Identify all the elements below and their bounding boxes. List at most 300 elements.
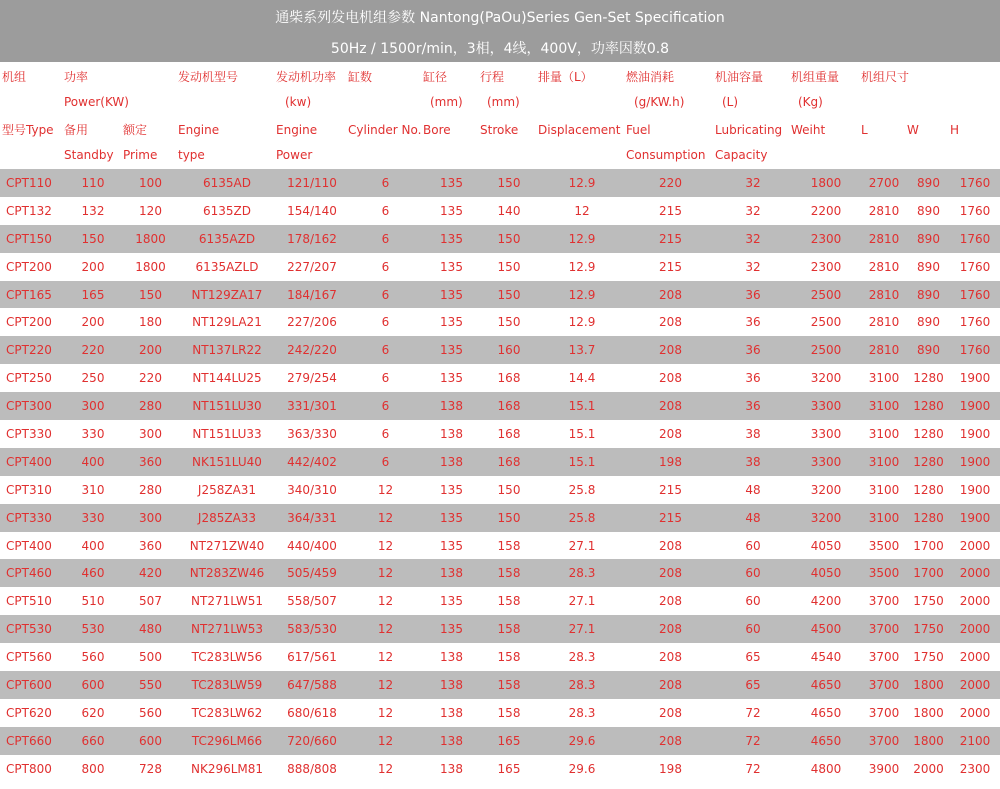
cell-oil: 36 xyxy=(715,281,791,309)
cell-stroke: 168 xyxy=(497,426,521,441)
cell-width: 1800 xyxy=(907,671,950,699)
cell-weight: 2500 xyxy=(791,281,861,309)
cell-stroke: 158 xyxy=(497,650,521,665)
cell-weight: 3200 xyxy=(791,504,861,532)
cell-stroke: 165 xyxy=(497,761,521,776)
cell-oil: 38 xyxy=(745,426,761,441)
cell-length: 2810 xyxy=(868,259,900,274)
cell-prime: 550 xyxy=(123,671,178,699)
table-row xyxy=(0,364,1000,392)
header-displacement-en: Displacement xyxy=(538,123,621,137)
cell-standby: 200 xyxy=(81,259,105,274)
cell-oil: 36 xyxy=(715,392,791,420)
cell-stroke: 168 xyxy=(480,392,538,420)
cell-oil: 60 xyxy=(745,538,761,553)
cell-model: CPT330 xyxy=(0,504,63,532)
cell-standby: 300 xyxy=(63,392,123,420)
cell-engine-power: 363/330 xyxy=(287,426,337,441)
cell-weight: 2300 xyxy=(810,259,842,274)
cell-bore: 135 xyxy=(423,504,480,532)
cell-standby: 150 xyxy=(63,225,123,253)
table-row xyxy=(0,587,1000,615)
cell-weight: 2500 xyxy=(791,336,861,364)
cell-displacement: 29.6 xyxy=(568,761,596,776)
cell-model: CPT400 xyxy=(6,538,52,553)
cell-model: CPT530 xyxy=(0,615,63,643)
cell-fuel: 208 xyxy=(659,426,682,441)
table-row xyxy=(0,476,1000,504)
header-engine-power-unit: (kw) xyxy=(285,95,312,109)
cell-bore: 135 xyxy=(440,315,463,330)
cell-displacement: 25.8 xyxy=(568,482,596,497)
cell-length: 3100 xyxy=(868,482,900,497)
spec-table xyxy=(0,169,1000,783)
cell-length: 3100 xyxy=(868,371,900,386)
table-row xyxy=(0,308,1000,336)
cell-height: 2000 xyxy=(959,705,991,720)
cell-bore: 138 xyxy=(423,392,480,420)
cell-width: 890 xyxy=(907,281,950,309)
cell-standby: 132 xyxy=(81,203,105,218)
cell-cylinders: 12 xyxy=(377,705,394,720)
cell-fuel: 208 xyxy=(659,705,682,720)
cell-width: 890 xyxy=(917,315,940,330)
cell-oil: 36 xyxy=(715,336,791,364)
cell-engine-power: 647/588 xyxy=(276,671,348,699)
cell-model: CPT510 xyxy=(6,594,52,609)
cell-height: 2000 xyxy=(950,559,1000,587)
cell-prime: 480 xyxy=(123,615,178,643)
cell-standby: 250 xyxy=(81,371,105,386)
cell-standby: 110 xyxy=(63,169,123,197)
cell-stroke: 168 xyxy=(497,371,521,386)
cell-cylinders: 12 xyxy=(377,594,394,609)
cell-height: 1900 xyxy=(950,448,1000,476)
header-displacement-cn: 排量（L） xyxy=(538,70,593,84)
cell-prime: 360 xyxy=(139,538,162,553)
cell-cylinders: 12 xyxy=(348,504,423,532)
header-weight-cn: 机组重量 xyxy=(791,70,840,84)
cell-fuel: 215 xyxy=(626,504,715,532)
cell-bore: 135 xyxy=(423,169,480,197)
cell-width: 1750 xyxy=(913,650,944,665)
cell-length: 3100 xyxy=(861,504,907,532)
cell-length: 3700 xyxy=(868,594,900,609)
cell-fuel: 215 xyxy=(659,203,682,218)
cell-standby: 200 xyxy=(81,315,105,330)
cell-fuel: 198 xyxy=(626,448,715,476)
cell-fuel: 208 xyxy=(626,336,715,364)
cell-cylinders: 6 xyxy=(348,448,423,476)
title-bar xyxy=(0,0,1000,62)
cell-width: 1750 xyxy=(907,615,950,643)
cell-cylinders: 12 xyxy=(377,482,394,497)
cell-length: 2810 xyxy=(861,336,907,364)
cell-length: 3700 xyxy=(868,650,900,665)
cell-standby: 400 xyxy=(81,538,105,553)
cell-width: 890 xyxy=(907,336,950,364)
cell-weight: 4200 xyxy=(810,594,842,609)
cell-length: 3900 xyxy=(868,761,900,776)
cell-engine-type: 6135AD xyxy=(178,169,276,197)
cell-bore: 138 xyxy=(423,559,480,587)
cell-length: 2810 xyxy=(861,225,907,253)
cell-length: 3700 xyxy=(868,705,900,720)
cell-weight: 3300 xyxy=(810,426,842,441)
cell-bore: 135 xyxy=(440,203,463,218)
cell-model: CPT300 xyxy=(0,392,63,420)
cell-width: 890 xyxy=(917,259,940,274)
cell-model: CPT310 xyxy=(6,482,52,497)
table-row xyxy=(0,197,1000,225)
cell-prime: 200 xyxy=(123,336,178,364)
cell-engine-type: NT151LU33 xyxy=(192,426,262,441)
cell-standby: 220 xyxy=(63,336,123,364)
cell-displacement: 12 xyxy=(574,203,590,218)
cell-length: 3700 xyxy=(861,671,907,699)
cell-engine-power: 888/808 xyxy=(287,761,337,776)
cell-cylinders: 12 xyxy=(348,615,423,643)
cell-oil: 36 xyxy=(745,371,761,386)
cell-bore: 138 xyxy=(423,448,480,476)
cell-prime: 500 xyxy=(139,650,162,665)
cell-fuel: 220 xyxy=(626,169,715,197)
cell-fuel: 215 xyxy=(659,259,682,274)
header-power-cn: 功率 xyxy=(64,70,89,84)
cell-height: 1900 xyxy=(950,504,1000,532)
cell-model: CPT200 xyxy=(6,259,52,274)
cell-standby: 600 xyxy=(63,671,123,699)
header-oil-cn: 机油容量 xyxy=(715,70,764,84)
cell-displacement: 12.9 xyxy=(538,169,626,197)
cell-stroke: 158 xyxy=(497,594,521,609)
cell-displacement: 28.3 xyxy=(538,671,626,699)
cell-standby: 165 xyxy=(63,281,123,309)
cell-prime: 728 xyxy=(139,761,162,776)
cell-displacement: 27.1 xyxy=(538,615,626,643)
cell-stroke: 150 xyxy=(497,315,521,330)
table-row xyxy=(0,392,1000,420)
cell-fuel: 208 xyxy=(626,281,715,309)
cell-fuel: 215 xyxy=(659,482,682,497)
header-fuel-cn: 燃油消耗 xyxy=(626,70,675,84)
cell-height: 1760 xyxy=(959,259,991,274)
cell-height: 2000 xyxy=(959,650,991,665)
header-stroke-cn: 行程 xyxy=(480,70,505,84)
cell-displacement: 15.1 xyxy=(568,426,596,441)
table-row xyxy=(0,615,1000,643)
cell-model: CPT250 xyxy=(6,371,52,386)
cell-weight: 4050 xyxy=(810,538,842,553)
cell-cylinders: 6 xyxy=(381,203,390,218)
table-row xyxy=(0,727,1000,755)
cell-width: 2000 xyxy=(913,761,944,776)
cell-prime: 150 xyxy=(123,281,178,309)
cell-width: 890 xyxy=(907,169,950,197)
cell-model: CPT330 xyxy=(6,426,52,441)
cell-prime: 280 xyxy=(123,392,178,420)
cell-bore: 138 xyxy=(440,426,463,441)
cell-cylinders: 6 xyxy=(348,336,423,364)
cell-displacement: 28.3 xyxy=(538,559,626,587)
cell-cylinders: 6 xyxy=(381,371,390,386)
cell-engine-power: 331/301 xyxy=(276,392,348,420)
cell-model: CPT132 xyxy=(6,203,52,218)
cell-cylinders: 6 xyxy=(381,259,390,274)
cell-stroke: 140 xyxy=(497,203,521,218)
cell-width: 1700 xyxy=(907,559,950,587)
cell-fuel: 208 xyxy=(626,727,715,755)
cell-standby: 530 xyxy=(63,615,123,643)
cell-engine-power: 583/530 xyxy=(276,615,348,643)
cell-cylinders: 6 xyxy=(348,281,423,309)
cell-displacement: 12.9 xyxy=(538,281,626,309)
cell-cylinders: 6 xyxy=(381,315,390,330)
header-lubricating-en: Lubricating xyxy=(715,123,783,137)
header-fuel-unit: (g/KW.h) xyxy=(634,95,685,109)
cell-standby: 560 xyxy=(81,650,105,665)
table-row xyxy=(0,699,1000,727)
cell-displacement: 12.9 xyxy=(568,259,596,274)
header-dim-l: L xyxy=(861,123,868,137)
cell-weight: 4650 xyxy=(791,727,861,755)
cell-fuel: 208 xyxy=(659,650,682,665)
cell-width: 1280 xyxy=(913,371,944,386)
cell-engine-type: NT129LA21 xyxy=(192,315,262,330)
cell-oil: 72 xyxy=(745,705,761,720)
cell-engine-type: NK151LU40 xyxy=(178,448,276,476)
cell-standby: 510 xyxy=(81,594,105,609)
table-row xyxy=(0,169,1000,197)
table-row xyxy=(0,448,1000,476)
header-dim-w: W xyxy=(907,123,919,137)
cell-engine-power: 121/110 xyxy=(276,169,348,197)
header-power-en: Power xyxy=(276,148,313,162)
cell-stroke: 150 xyxy=(480,169,538,197)
cell-width: 1700 xyxy=(913,538,944,553)
cell-engine-power: 680/618 xyxy=(287,705,337,720)
cell-prime: 300 xyxy=(139,426,162,441)
header-engine-power-cn: 发动机功率 xyxy=(276,70,337,84)
header-engine-en2: Engine xyxy=(276,123,318,137)
cell-engine-type: TC283LW59 xyxy=(178,671,276,699)
cell-model: CPT110 xyxy=(0,169,63,197)
cell-prime: 100 xyxy=(123,169,178,197)
cell-model: CPT460 xyxy=(0,559,63,587)
cell-standby: 310 xyxy=(81,482,105,497)
cell-stroke: 158 xyxy=(480,615,538,643)
cell-bore: 135 xyxy=(440,482,463,497)
cell-stroke: 150 xyxy=(480,225,538,253)
cell-fuel: 208 xyxy=(659,315,682,330)
cell-stroke: 150 xyxy=(497,259,521,274)
cell-fuel: 208 xyxy=(626,392,715,420)
cell-fuel: 198 xyxy=(659,761,682,776)
cell-model: CPT660 xyxy=(0,727,63,755)
cell-model: CPT600 xyxy=(0,671,63,699)
cell-fuel: 208 xyxy=(659,371,682,386)
header-prime-cn: 额定 xyxy=(123,123,148,137)
cell-weight: 4050 xyxy=(791,559,861,587)
cell-prime: 560 xyxy=(139,705,162,720)
cell-height: 1760 xyxy=(950,225,1000,253)
cell-displacement: 12.9 xyxy=(538,225,626,253)
cell-weight: 1800 xyxy=(791,169,861,197)
header-cylinder-en: Cylinder No. xyxy=(348,123,422,137)
cell-weight: 3300 xyxy=(791,448,861,476)
cell-engine-type: NT271ZW40 xyxy=(189,538,265,553)
cell-model: CPT560 xyxy=(6,650,52,665)
cell-engine-type: NT129ZA17 xyxy=(178,281,276,309)
cell-oil: 65 xyxy=(745,650,761,665)
cell-bore: 138 xyxy=(423,727,480,755)
header-stroke-en: Stroke xyxy=(480,123,519,137)
cell-model: CPT800 xyxy=(6,761,52,776)
cell-bore: 135 xyxy=(440,259,463,274)
cell-bore: 138 xyxy=(423,671,480,699)
cell-length: 3100 xyxy=(861,448,907,476)
cell-engine-power: 505/459 xyxy=(276,559,348,587)
cell-model: CPT220 xyxy=(0,336,63,364)
cell-standby: 800 xyxy=(81,761,105,776)
header-power-unit: Power(KW) xyxy=(64,95,129,109)
cell-bore: 135 xyxy=(440,538,463,553)
cell-height: 1760 xyxy=(950,281,1000,309)
cell-oil: 60 xyxy=(715,615,791,643)
cell-oil: 32 xyxy=(745,259,761,274)
cell-prime: 600 xyxy=(123,727,178,755)
table-row xyxy=(0,504,1000,532)
cell-length: 2700 xyxy=(861,169,907,197)
cell-displacement: 28.3 xyxy=(568,650,596,665)
cell-standby: 400 xyxy=(63,448,123,476)
header-size-cn: 机组尺寸 xyxy=(861,70,910,84)
cell-height: 2000 xyxy=(959,538,991,553)
cell-displacement: 12.9 xyxy=(568,315,596,330)
cell-engine-type: 6135AZD xyxy=(178,225,276,253)
header-stroke-unit: (mm) xyxy=(487,95,520,109)
cell-prime: 220 xyxy=(139,371,162,386)
cell-standby: 330 xyxy=(81,426,105,441)
cell-engine-power: 617/561 xyxy=(287,650,337,665)
table-row xyxy=(0,755,1000,783)
cell-weight: 2500 xyxy=(810,315,842,330)
cell-length: 2810 xyxy=(868,203,900,218)
cell-length: 3500 xyxy=(861,559,907,587)
cell-displacement: 14.4 xyxy=(568,371,596,386)
header-type-en: 型号Type xyxy=(2,123,54,137)
cell-height: 1760 xyxy=(950,169,1000,197)
cell-bore: 138 xyxy=(440,705,463,720)
cell-cylinders: 12 xyxy=(348,559,423,587)
cell-height: 2000 xyxy=(950,615,1000,643)
table-row xyxy=(0,253,1000,281)
cell-width: 1280 xyxy=(913,426,944,441)
cell-width: 1800 xyxy=(907,727,950,755)
cell-oil: 65 xyxy=(715,671,791,699)
cell-width: 890 xyxy=(917,203,940,218)
cell-cylinders: 12 xyxy=(377,538,394,553)
cell-length: 3700 xyxy=(861,615,907,643)
cell-engine-power: 440/400 xyxy=(287,538,337,553)
cell-engine-type: 6135AZLD xyxy=(195,259,259,274)
header-oil-unit: (L) xyxy=(722,95,739,109)
header-weight-unit: (Kg) xyxy=(798,95,823,109)
cell-stroke: 150 xyxy=(497,482,521,497)
cell-standby: 620 xyxy=(81,705,105,720)
cell-prime: 120 xyxy=(139,203,162,218)
cell-weight: 2200 xyxy=(810,203,842,218)
cell-engine-power: 242/220 xyxy=(276,336,348,364)
header-bore-en: Bore xyxy=(423,123,451,137)
cell-engine-type: NT271LW53 xyxy=(178,615,276,643)
cell-displacement: 13.7 xyxy=(538,336,626,364)
cell-model: CPT150 xyxy=(0,225,63,253)
cell-engine-type: TC283LW56 xyxy=(191,650,263,665)
header-fuel-en: Fuel xyxy=(626,123,651,137)
cell-bore: 135 xyxy=(423,615,480,643)
cell-engine-power: 178/162 xyxy=(276,225,348,253)
cell-stroke: 150 xyxy=(480,504,538,532)
cell-stroke: 150 xyxy=(480,281,538,309)
cell-engine-type: NT137LR22 xyxy=(178,336,276,364)
cell-bore: 138 xyxy=(440,761,463,776)
cell-prime: 1800 xyxy=(123,225,178,253)
cell-displacement: 25.8 xyxy=(538,504,626,532)
cell-weight: 3200 xyxy=(810,482,842,497)
cell-engine-power: 154/140 xyxy=(287,203,337,218)
cell-standby: 660 xyxy=(63,727,123,755)
cell-stroke: 158 xyxy=(497,538,521,553)
cell-stroke: 160 xyxy=(480,336,538,364)
cell-width: 1280 xyxy=(907,504,950,532)
cell-height: 1900 xyxy=(959,426,991,441)
cell-engine-power: 442/402 xyxy=(276,448,348,476)
cell-weight: 3200 xyxy=(810,371,842,386)
header-standby-cn: 备用 xyxy=(64,123,89,137)
cell-prime: 420 xyxy=(123,559,178,587)
cell-width: 1280 xyxy=(907,392,950,420)
cell-oil: 72 xyxy=(745,761,761,776)
cell-standby: 330 xyxy=(63,504,123,532)
cell-engine-type: TC283LW62 xyxy=(191,705,263,720)
sheet-subtitle: 50Hz / 1500r/min，3相，4线，400V，功率因数0.8 xyxy=(330,41,670,57)
header-consumption-en: Consumption xyxy=(626,148,706,162)
cell-width: 1750 xyxy=(913,594,944,609)
cell-oil: 32 xyxy=(745,203,761,218)
cell-engine-power: 227/207 xyxy=(287,259,337,274)
cell-weight: 3300 xyxy=(791,392,861,420)
cell-length: 2810 xyxy=(868,315,900,330)
cell-fuel: 208 xyxy=(659,538,682,553)
table-row xyxy=(0,532,1000,560)
cell-oil: 36 xyxy=(745,315,761,330)
cell-engine-type: NK296LM81 xyxy=(190,761,264,776)
cell-displacement: 28.3 xyxy=(568,705,596,720)
header-bore-cn: 缸径 xyxy=(423,70,448,84)
header-type-word: type xyxy=(178,148,205,162)
table-row xyxy=(0,225,1000,253)
cell-model: CPT165 xyxy=(0,281,63,309)
cell-engine-type: 6135ZD xyxy=(203,203,251,218)
header-gen-set: 机组 xyxy=(2,70,27,84)
cell-fuel: 208 xyxy=(659,594,682,609)
cell-weight: 4540 xyxy=(810,650,842,665)
cell-weight: 4650 xyxy=(791,671,861,699)
cell-engine-power: 340/310 xyxy=(287,482,337,497)
cell-cylinders: 6 xyxy=(381,426,390,441)
cell-prime: 300 xyxy=(123,504,178,532)
